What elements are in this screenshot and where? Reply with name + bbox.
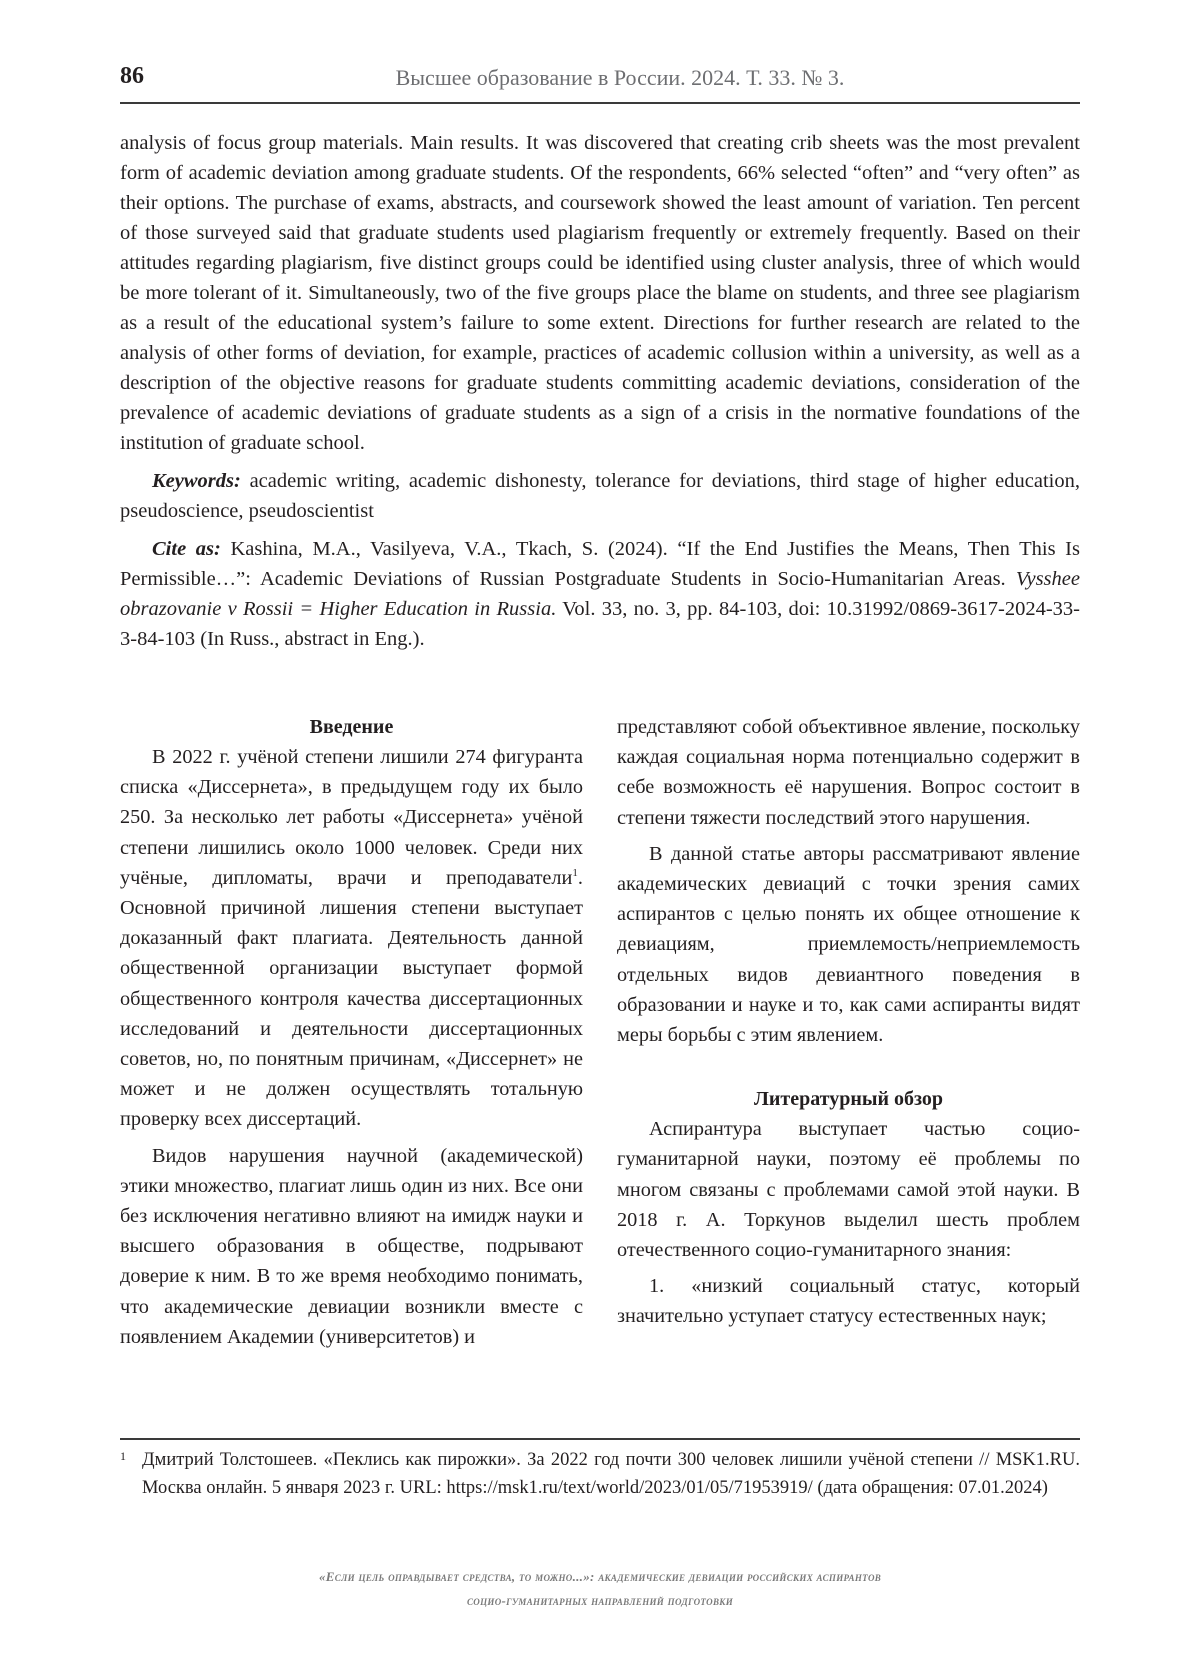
cite-text-1: Kashina, M.A., Vasilyeva, V.A., Tkach, S. (2024). “If the End Justifies the Means, Then This Is Permissible…”: Academic Deviations of Russian Postgraduate Students in Socio-Humanitarian Areas. bbox=[120, 538, 1080, 590]
paragraph: Видов нарушения научной (академической) этики множество, плагиат лишь один из них. Все они без исключения негативно влияют на имидж науки и высшего образования в обществе, подрывают доверие к ним. В то же время необходимо понимать, что академические девиации возникли вместе с появлением Академии (университетов) и bbox=[120, 1144, 583, 1348]
citation bbox=[120, 534, 1080, 654]
page-header bbox=[120, 60, 1080, 104]
header-divider bbox=[120, 102, 1080, 104]
paragraph bbox=[120, 742, 583, 1135]
footnote-text: Дмитрий Толстошеев. «Пеклись как пирожки». За 2022 год почти 300 человек лишили учёной степени // MSK1.RU. Москва онлайн. 5 января 2023 г. URL: https://msk1.ru/text/world/2023/01/05/71953919/ (дата обращения: 07.01.2024) bbox=[142, 1450, 1080, 1498]
cite-text-2: Vol. 33, no. 3, pp. 84-103, doi: 10.31992/0869-3617-2024-33-3-84-103 (In Russ., abstract in Eng.). bbox=[120, 598, 1081, 650]
cite-label: Cite as: bbox=[152, 538, 221, 560]
list-item: 1. «низкий социальный статус, который значительно уступает статусу естественных наук; bbox=[617, 1275, 1080, 1328]
left-column bbox=[120, 712, 583, 1352]
cite-journal: Vysshee obrazovanie v Rossii = Higher Education in Russia. bbox=[120, 568, 1080, 620]
footer-title-line-2: социо-гуманитарных направлений подготовки bbox=[466, 1593, 733, 1608]
keywords-label: Keywords: bbox=[152, 470, 241, 492]
footer-title-line-1: «Если цель оправдывает средства, то можно...»: академические девиации российских аспирантов bbox=[318, 1569, 882, 1584]
paragraph: В данной статье авторы рассматривают явление академических девиаций с точки зрения самих аспирантов с целью понять их общее отношение к девиациям, приемлемость/неприемлемость отдельных видов девиантного поведения в образовании и науке и то, как сами аспиранты видят меры борьбы с этим явлением. bbox=[617, 842, 1080, 1047]
section-heading-literature-review: Литературный обзор bbox=[753, 1088, 944, 1111]
right-column bbox=[617, 712, 1080, 1332]
paragraph: Аспирантура выступает частью социо-гуманитарной науки, поэтому её проблемы по многом связаны с проблемами самой этой науки. В 2018 г. А. Торкунов выделил шесть проблем отечественного социо-гуманитарного знания: bbox=[617, 1118, 1080, 1262]
footnote-mark: 1 bbox=[120, 1449, 126, 1463]
footnote-reference[interactable]: 1 bbox=[572, 867, 578, 880]
footnote-divider bbox=[120, 1438, 1080, 1440]
paragraph-continued: представляют собой объективное явление, поскольку каждая социальная норма потенциально содержит в себе возможность её нарушения. Вопрос состоит в степени тяжести последствий этого нарушения. bbox=[617, 716, 1080, 829]
abstract-section bbox=[120, 128, 1080, 654]
paragraph-text: В 2022 г. учёной степени лишили 274 фигуранта списка «Диссернета», в предыдущем году их было 250. За несколько лет работы «Диссернета» учёной степени лишились около 1000 человек. Среди них учёные, дипломаты, врачи и преподаватели bbox=[120, 746, 583, 889]
running-title: Высшее образование в России. 2024. Т. 33. № 3. bbox=[395, 65, 845, 90]
abstract-body: analysis of focus group materials. Main results. It was discovered that creating crib sheets was the most prevalent form of academic deviation among graduate students. Of the respondents, 66% selected “often” and “very often” as their options. The purchase of exams, abstracts, and coursework showed the least amount of variation. Ten percent of those surveyed said that graduate students used plagiarism frequently or extremely frequently. Based on their attitudes regarding plagiarism, five distinct groups could be identified using cluster analysis, three of which would be more tolerant of it. Simultaneously, two of the five groups place the blame on students, and three see plagiarism as a result of the educational system’s failure to some extent. Directions for further research are related to the analysis of other forms of deviation, for example, practices of academic collusion within a university, as well as a description of the objective reasons for graduate students committing academic deviations, consideration of the prevalence of academic deviations of graduate students as a sign of a crisis in the normative foundations of the institution of graduate school. bbox=[120, 132, 1080, 454]
keywords bbox=[120, 466, 1080, 526]
page-footer bbox=[120, 1565, 1080, 1613]
section-heading-introduction: Введение bbox=[309, 716, 394, 738]
paragraph-text: . Основной причиной лишения степени выступает доказанный факт плагиата. Деятельность данной общественной организации выступает формой общественного контроля качества диссертационных исследований и деятельности диссертационных советов, но, по понятным причинам, «Диссернет» не может и не должен осуществлять тотальную проверку всех диссертаций. bbox=[120, 866, 583, 1131]
keywords-text: academic writing, academic dishonesty, tolerance for deviations, third stage of higher education, pseudoscience, pseudoscientist bbox=[120, 470, 1080, 522]
page-number: 86 bbox=[120, 63, 144, 89]
footnote bbox=[120, 1446, 1080, 1502]
